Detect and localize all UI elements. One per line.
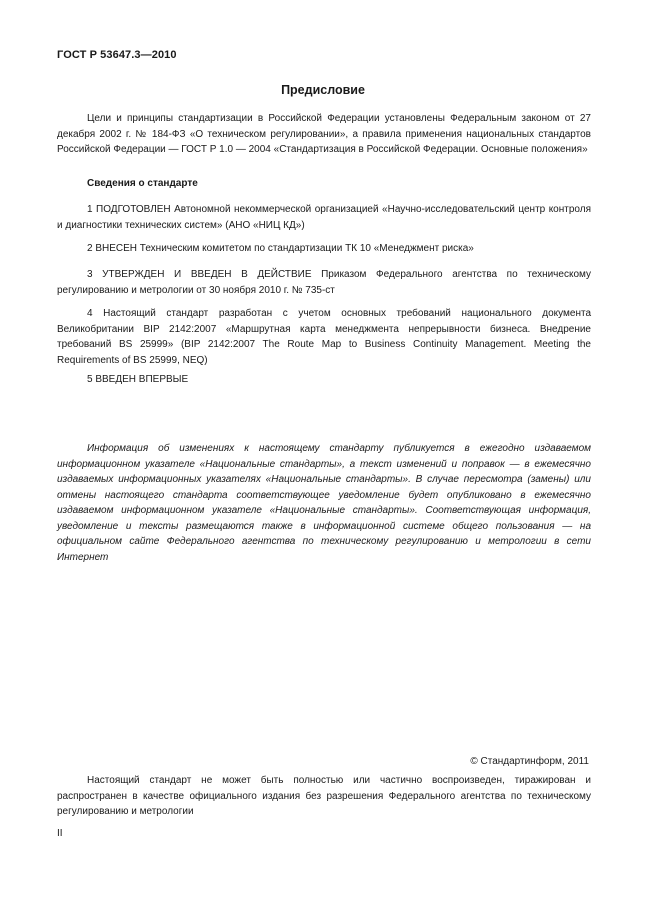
document-id-header: ГОСТ Р 53647.3—2010: [57, 49, 177, 61]
copyright-notice: © Стандартинформ, 2011: [470, 756, 589, 767]
item-2: 2 ВНЕСЕН Техническим комитетом по стандартизации ТК 10 «Менеджмент риска»: [87, 243, 474, 254]
item-3: 3 УТВЕРЖДЕН И ВВЕДЕН В ДЕЙСТВИЕ Приказом Федерального агентства по техническому регулированию и метрологии от 30 ноября 2010 г. № 735-ст: [57, 269, 591, 296]
reproduction-notice: Настоящий стандарт не может быть полностью или частично воспроизведен, тиражирован и распространен в качестве официального издания без разрешения Федерального агентства по техническому регулированию и метрологии: [57, 775, 591, 817]
item-4: 4 Настоящий стандарт разработан с учетом основных требований национального документа Великобритании BIP 2142:2007 «Маршрутная карта менеджмента непрерывности бизнеса. Внедрение требований BS 25999» (BIP 2142:2007 The Route Map to Business Continuity Management. Meeting the Requirements of BS 25999, NEQ): [57, 308, 591, 366]
notice-paragraph: Информация об изменениях к настоящему стандарту публикуется в ежегодно издаваемом информационном указателе «Национальные стандарты», а текст изменений и поправок — в ежемесячно издаваемых информационных указателях «Национальные стандарты». В случае пересмотра (замены) или отмены настоящего стандарта соответствующее уведомление будет опубликовано в ежемесячно издаваемом информационном указателе «Национальные стандарты». Соответствующая информация, уведомление и тексты размещаются также в информационной системе общего пользования — на официальном сайте Федерального агентства по техническому регулированию и метрологии в сети Интернет: [57, 443, 591, 563]
intro-paragraph: Цели и принципы стандартизации в Российской Федерации установлены Федеральным законом от 27 декабря 2002 г. № 184-ФЗ «О техническом регулировании», а правила применения национальных стандартов Российской Федерации — ГОСТ Р 1.0 — 2004 «Стандартизация в Российской Федерации. Основные положения»: [57, 113, 591, 155]
item-5: 5 ВВЕДЕН ВПЕРВЫЕ: [87, 374, 189, 385]
info-heading: Сведения о стандарте: [87, 178, 198, 189]
item-1: 1 ПОДГОТОВЛЕН Автономной некоммерческой организацией «Научно-исследовательский центр контроля и диагностики технических систем» (АНО «НИЦ КД»): [57, 204, 591, 231]
page-number: II: [57, 828, 63, 839]
page-title: Предисловие: [281, 83, 365, 97]
